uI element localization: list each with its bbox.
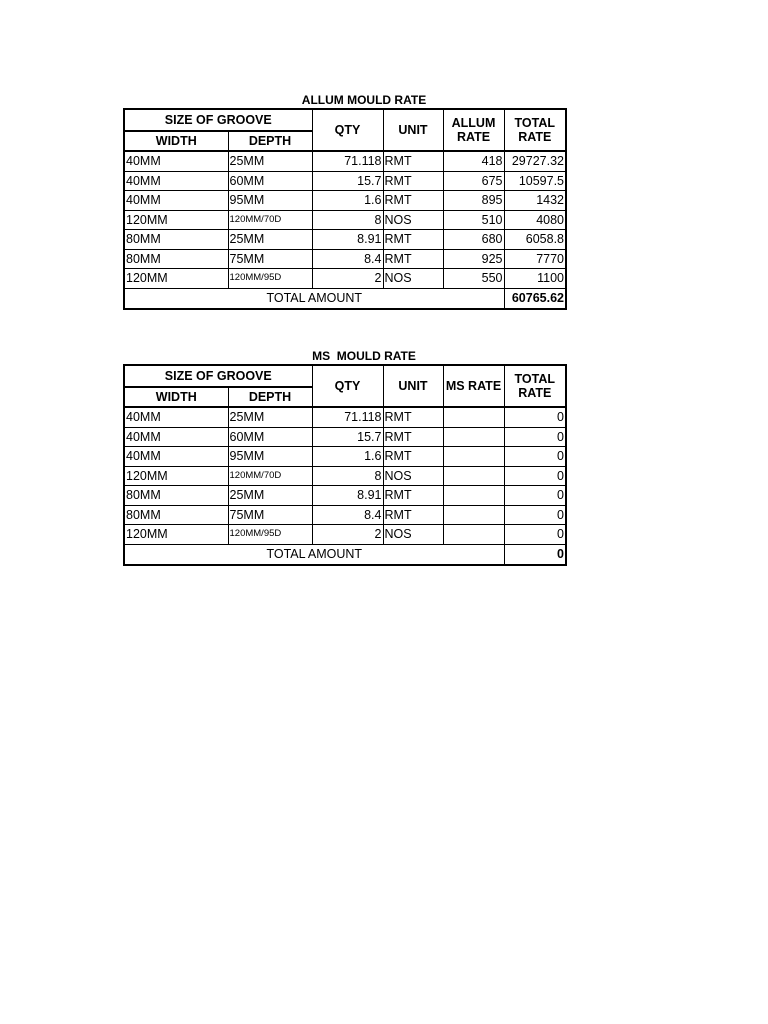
total-rate-header: TOTAL RATE xyxy=(504,365,566,407)
qty-cell: 8.4 xyxy=(312,249,383,269)
total-rate-cell: 0 xyxy=(504,407,566,427)
unit-header: UNIT xyxy=(383,109,443,151)
width-cell: 80MM xyxy=(124,230,228,250)
width-cell: 120MM xyxy=(124,525,228,545)
qty-header: QTY xyxy=(312,109,383,151)
depth-cell: 120MM/70D xyxy=(228,210,312,230)
rate-cell: 418 xyxy=(443,151,504,171)
total-rate-cell: 0 xyxy=(504,505,566,525)
total-amount-label: TOTAL AMOUNT xyxy=(124,288,504,309)
depth-header: DEPTH xyxy=(228,387,312,407)
total-rate-cell: 0 xyxy=(504,447,566,467)
table-row xyxy=(124,447,566,467)
depth-cell: 120MM/70D xyxy=(228,466,312,486)
depth-cell: 25MM xyxy=(228,230,312,250)
total-amount-value: 60765.62 xyxy=(504,288,566,309)
total-rate-cell: 7770 xyxy=(504,249,566,269)
ms-rate-header: MS RATE xyxy=(443,365,504,407)
rate-cell xyxy=(443,407,504,427)
unit-cell: RMT xyxy=(383,191,443,211)
table-row xyxy=(124,486,566,506)
table-row xyxy=(124,505,566,525)
qty-cell: 8.4 xyxy=(312,505,383,525)
rate-cell xyxy=(443,447,504,467)
rate-cell xyxy=(443,427,504,447)
ms-table-title: MS MOULD RATE xyxy=(312,349,416,363)
rate-cell xyxy=(443,505,504,525)
rate-cell xyxy=(443,525,504,545)
qty-cell: 71.118 xyxy=(312,407,383,427)
width-cell: 40MM xyxy=(124,151,228,171)
depth-cell: 120MM/95D xyxy=(228,269,312,289)
width-cell: 120MM xyxy=(124,269,228,289)
width-cell: 120MM xyxy=(124,210,228,230)
depth-cell: 95MM xyxy=(228,191,312,211)
unit-cell: RMT xyxy=(383,486,443,506)
allum-table-title: ALLUM MOULD RATE xyxy=(301,93,427,107)
unit-cell: RMT xyxy=(383,151,443,171)
unit-cell: NOS xyxy=(383,525,443,545)
depth-cell: 25MM xyxy=(228,151,312,171)
total-rate-cell: 4080 xyxy=(504,210,566,230)
qty-cell: 2 xyxy=(312,269,383,289)
width-cell: 80MM xyxy=(124,249,228,269)
depth-header: DEPTH xyxy=(228,131,312,151)
table-row xyxy=(124,230,566,250)
total-amount-value: 0 xyxy=(504,544,566,565)
rate-cell: 895 xyxy=(443,191,504,211)
width-cell: 40MM xyxy=(124,427,228,447)
table-row xyxy=(124,269,566,289)
total-rate-cell: 29727.32 xyxy=(504,151,566,171)
total-rate-cell: 0 xyxy=(504,486,566,506)
depth-cell: 25MM xyxy=(228,407,312,427)
unit-cell: RMT xyxy=(383,427,443,447)
allum-mould-section xyxy=(123,92,565,310)
depth-cell: 60MM xyxy=(228,427,312,447)
unit-cell: NOS xyxy=(383,466,443,486)
width-cell: 80MM xyxy=(124,486,228,506)
qty-cell: 1.6 xyxy=(312,191,383,211)
total-amount-label: TOTAL AMOUNT xyxy=(124,544,504,565)
table-row xyxy=(124,171,566,191)
allum-rate-header: ALLUM RATE xyxy=(443,109,504,151)
width-cell: 120MM xyxy=(124,466,228,486)
unit-cell: RMT xyxy=(383,230,443,250)
unit-cell: RMT xyxy=(383,447,443,467)
qty-cell: 1.6 xyxy=(312,447,383,467)
unit-header: UNIT xyxy=(383,365,443,407)
ms-table-body xyxy=(124,407,566,544)
allum-rate-table xyxy=(123,108,567,310)
total-rate-cell: 0 xyxy=(504,427,566,447)
width-cell: 40MM xyxy=(124,447,228,467)
rate-cell: 510 xyxy=(443,210,504,230)
depth-cell: 120MM/95D xyxy=(228,525,312,545)
rate-cell: 680 xyxy=(443,230,504,250)
width-header: WIDTH xyxy=(124,387,228,407)
width-cell: 80MM xyxy=(124,505,228,525)
rate-cell: 675 xyxy=(443,171,504,191)
qty-header: QTY xyxy=(312,365,383,407)
table-row xyxy=(124,466,566,486)
table-row xyxy=(124,427,566,447)
ms-mould-section xyxy=(123,348,565,566)
unit-cell: RMT xyxy=(383,505,443,525)
table-row xyxy=(124,525,566,545)
allum-table-body xyxy=(124,151,566,288)
total-rate-cell: 0 xyxy=(504,525,566,545)
width-cell: 40MM xyxy=(124,171,228,191)
depth-cell: 25MM xyxy=(228,486,312,506)
qty-cell: 8.91 xyxy=(312,486,383,506)
depth-cell: 75MM xyxy=(228,505,312,525)
table-row xyxy=(124,210,566,230)
qty-cell: 8.91 xyxy=(312,230,383,250)
table-row xyxy=(124,151,566,171)
rate-cell: 925 xyxy=(443,249,504,269)
unit-cell: NOS xyxy=(383,269,443,289)
size-of-groove-header: SIZE OF GROOVE xyxy=(124,365,312,387)
qty-cell: 8 xyxy=(312,210,383,230)
total-rate-cell: 0 xyxy=(504,466,566,486)
unit-cell: RMT xyxy=(383,171,443,191)
width-cell: 40MM xyxy=(124,407,228,427)
total-rate-header: TOTAL RATE xyxy=(504,109,566,151)
depth-cell: 60MM xyxy=(228,171,312,191)
total-row xyxy=(124,288,566,309)
qty-cell: 15.7 xyxy=(312,171,383,191)
unit-cell: NOS xyxy=(383,210,443,230)
table-row xyxy=(124,407,566,427)
total-rate-cell: 1100 xyxy=(504,269,566,289)
rate-cell: 550 xyxy=(443,269,504,289)
total-rate-cell: 1432 xyxy=(504,191,566,211)
qty-cell: 2 xyxy=(312,525,383,545)
size-of-groove-header: SIZE OF GROOVE xyxy=(124,109,312,131)
total-row xyxy=(124,544,566,565)
unit-cell: RMT xyxy=(383,249,443,269)
total-rate-cell: 6058.8 xyxy=(504,230,566,250)
ms-rate-table xyxy=(123,364,567,566)
rate-cell xyxy=(443,486,504,506)
qty-cell: 8 xyxy=(312,466,383,486)
table-row xyxy=(124,249,566,269)
total-rate-cell: 10597.5 xyxy=(504,171,566,191)
depth-cell: 95MM xyxy=(228,447,312,467)
table-row xyxy=(124,191,566,211)
rate-cell xyxy=(443,466,504,486)
depth-cell: 75MM xyxy=(228,249,312,269)
qty-cell: 15.7 xyxy=(312,427,383,447)
width-header: WIDTH xyxy=(124,131,228,151)
unit-cell: RMT xyxy=(383,407,443,427)
qty-cell: 71.118 xyxy=(312,151,383,171)
width-cell: 40MM xyxy=(124,191,228,211)
